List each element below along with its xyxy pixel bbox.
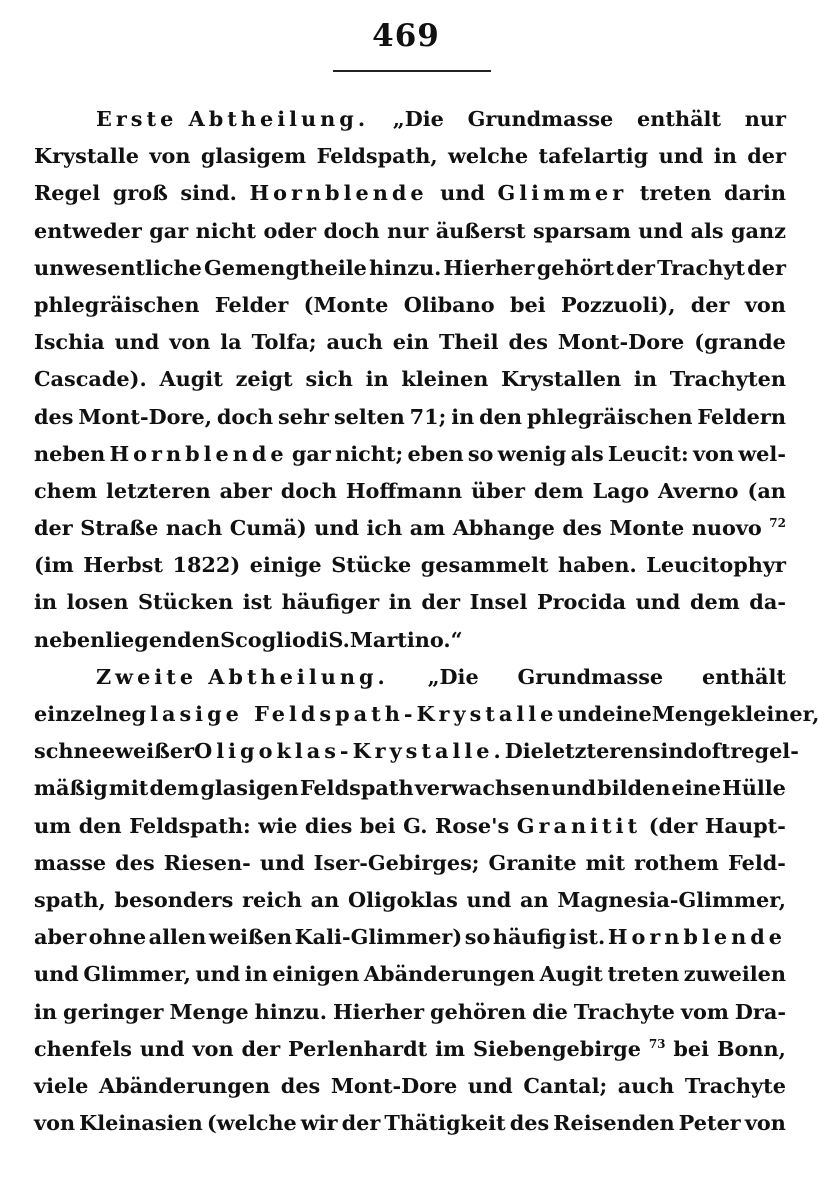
- word: in: [388, 589, 412, 615]
- word: enthält: [701, 663, 786, 689]
- word: Thätigkeit: [384, 1110, 506, 1136]
- word: Grundmasse: [517, 663, 664, 689]
- word: des: [280, 1072, 321, 1098]
- word: (der: [648, 812, 698, 838]
- word: „Die: [427, 663, 479, 689]
- word: in: [365, 366, 389, 392]
- word: allen: [148, 924, 207, 950]
- word: so: [467, 440, 494, 466]
- word: von: [744, 291, 786, 317]
- word: Mont-Dore: [557, 329, 685, 355]
- word: des: [508, 329, 548, 355]
- word: besonders: [114, 886, 234, 912]
- text-line: [34, 546, 786, 583]
- word: Hornblende: [607, 924, 786, 950]
- word: Trachyten: [669, 366, 786, 392]
- word: und: [466, 886, 512, 912]
- text-line: [34, 732, 799, 769]
- word: einige: [249, 552, 322, 578]
- word: hinzu.: [369, 254, 442, 280]
- word: Menge: [169, 998, 249, 1024]
- word: Abhange: [452, 515, 555, 541]
- word: als: [690, 217, 724, 243]
- text-line: [34, 137, 786, 174]
- word: phlegräischen: [34, 291, 200, 317]
- word: Zweite Abtheilung.: [96, 663, 389, 689]
- word: von: [149, 143, 191, 169]
- word: wel-: [738, 440, 786, 466]
- word: sich: [305, 366, 353, 392]
- text-line: [34, 993, 786, 1030]
- word: letzteren: [105, 477, 211, 503]
- word: wir: [300, 1110, 338, 1136]
- text-line: [34, 249, 786, 286]
- word: häufiger: [281, 589, 380, 615]
- word: auch: [617, 1072, 675, 1098]
- text-line: [34, 398, 786, 435]
- word: Insel: [469, 589, 528, 615]
- word: gar: [291, 440, 331, 466]
- word: Erste Abtheilung.: [96, 106, 370, 131]
- word: Perlenhardt: [288, 1035, 428, 1061]
- word: dem: [689, 589, 740, 615]
- word: dem: [149, 775, 200, 801]
- word: verwachsen: [414, 775, 551, 801]
- word: Feld-: [727, 849, 786, 875]
- word: der: [421, 589, 461, 615]
- word: des: [562, 515, 602, 541]
- word: dem: [533, 477, 584, 503]
- text-line: [34, 1067, 786, 1104]
- word: spath,: [34, 886, 106, 912]
- word: Mont-Dore,: [78, 403, 212, 429]
- word: an: [310, 886, 340, 912]
- text-line: [34, 621, 786, 658]
- word: Cascade).: [34, 366, 147, 392]
- word: Augit: [159, 366, 223, 392]
- word: weißen: [208, 924, 293, 950]
- word: liegenden: [105, 626, 221, 652]
- word: Monte: [609, 515, 685, 541]
- word: an: [520, 886, 549, 912]
- word: Tolfa;: [251, 329, 317, 355]
- word: vom: [680, 998, 729, 1024]
- word: geringer: [63, 998, 164, 1024]
- word: äußerst: [435, 217, 526, 243]
- word: Felder: [214, 291, 289, 317]
- text-line: [34, 807, 786, 844]
- word: in: [451, 403, 475, 429]
- word: Reisenden: [553, 1110, 675, 1136]
- word: als: [570, 440, 604, 466]
- word: Pozzuoli),: [560, 291, 676, 317]
- text-line: [34, 360, 786, 397]
- word: Feldspath: [299, 775, 414, 801]
- word: auch: [326, 329, 383, 355]
- word: den: [78, 812, 122, 838]
- word: den: [479, 403, 523, 429]
- word: Averno: [658, 477, 739, 503]
- word: glasige Feldspath-Krystalle: [131, 701, 558, 726]
- word: Granite: [488, 849, 577, 875]
- word: sind.: [180, 180, 237, 206]
- word: über: [471, 477, 525, 503]
- text-line: [34, 583, 786, 620]
- word: G.: [403, 812, 428, 838]
- word: des: [509, 1110, 550, 1136]
- word: eben: [407, 440, 464, 466]
- word: Stücke: [331, 552, 412, 578]
- word: treten: [607, 961, 680, 987]
- word: glasigen: [200, 775, 299, 801]
- word: und: [467, 1072, 513, 1098]
- word: schneeweißer: [34, 738, 195, 764]
- word: Glimmer,: [83, 961, 191, 987]
- word: Oligoklas: [347, 886, 458, 912]
- word: Trachyt: [657, 254, 746, 280]
- word: in: [633, 366, 657, 392]
- word: und: [440, 180, 485, 206]
- word: bei: [673, 1035, 710, 1061]
- word: (grande: [694, 329, 786, 355]
- word: und: [551, 775, 597, 801]
- word: von: [34, 1110, 76, 1136]
- word: Mont-Dore: [330, 1072, 458, 1098]
- word: Glimmer: [497, 180, 628, 206]
- word: Feldspath:: [129, 812, 251, 838]
- word: Straße: [80, 515, 159, 541]
- word: Kali-Glimmer): [294, 924, 463, 950]
- word: (Monte: [303, 291, 389, 317]
- text-line: [34, 769, 786, 806]
- word: reich: [242, 886, 302, 912]
- word: mäßig: [34, 775, 108, 801]
- text-line: [34, 509, 786, 546]
- word: Theil: [438, 329, 499, 355]
- word: chem: [34, 477, 98, 503]
- word: masse: [34, 849, 107, 875]
- word: Lago: [592, 477, 650, 503]
- word: und: [635, 589, 681, 615]
- text-line: [34, 1030, 786, 1067]
- word: gar: [149, 217, 189, 243]
- word: mit: [108, 775, 149, 801]
- word: Olibano: [403, 291, 495, 317]
- word: Abänderungen: [99, 1072, 271, 1098]
- word: Bonn,: [716, 1035, 786, 1061]
- word: neben: [34, 626, 106, 652]
- word: der: [690, 291, 730, 317]
- word: bei: [359, 812, 396, 838]
- word: welche: [448, 143, 529, 169]
- word: di: [305, 626, 329, 652]
- word: [649, 1030, 666, 1067]
- word: da-: [749, 589, 786, 615]
- word: in: [34, 589, 58, 615]
- word: [769, 509, 786, 546]
- word: in: [34, 998, 58, 1024]
- word: in: [244, 961, 268, 987]
- word: Ischia: [34, 329, 105, 355]
- text-line: [34, 955, 786, 992]
- word: viele: [34, 1072, 89, 1098]
- word: Feldspath,: [316, 143, 438, 169]
- word: zeigt: [235, 366, 293, 392]
- body-text: [34, 100, 819, 1141]
- word: Regel: [34, 180, 101, 206]
- word: 1822): [172, 552, 241, 578]
- word: dies: [304, 812, 353, 838]
- text-line: [34, 881, 786, 918]
- word: Peter: [678, 1110, 741, 1136]
- word: gehören: [430, 998, 527, 1024]
- word: die: [532, 998, 568, 1024]
- word: sind: [648, 738, 698, 764]
- word: bei: [509, 291, 546, 317]
- word: bilden: [597, 775, 671, 801]
- word: Menge: [651, 701, 731, 726]
- word: Cumä): [229, 515, 307, 541]
- word: sparsam: [533, 217, 631, 243]
- word: (an: [747, 477, 786, 503]
- word: Krystalle: [34, 143, 139, 169]
- word: und: [638, 217, 684, 243]
- word: Hoffmann: [345, 477, 463, 503]
- word: ich: [366, 515, 403, 541]
- word: und: [195, 961, 241, 987]
- word: des: [34, 403, 74, 429]
- word: um: [34, 812, 72, 838]
- word: und: [314, 515, 360, 541]
- word: letzteren: [543, 738, 649, 764]
- word: darin: [724, 180, 786, 206]
- word: Die: [504, 738, 544, 764]
- word: Stücken: [138, 589, 234, 615]
- text-line: [34, 212, 786, 249]
- word: von: [692, 440, 735, 466]
- word: Leucit:: [607, 440, 689, 466]
- text-line: [34, 918, 786, 955]
- text-line: [34, 323, 786, 360]
- word: doch: [216, 403, 274, 429]
- word: Martino.“: [349, 626, 463, 652]
- word: enthält: [637, 106, 722, 131]
- word: nach: [165, 515, 223, 541]
- word: aber: [34, 924, 87, 950]
- word: (welche: [206, 1110, 297, 1136]
- word: „Die: [392, 106, 444, 131]
- word: Kleinasien: [79, 1110, 203, 1136]
- word: gehört: [536, 254, 615, 280]
- text-line: [34, 658, 786, 695]
- word: nur: [387, 217, 429, 243]
- word: Siebengebirge: [472, 1035, 641, 1061]
- word: Hülle: [722, 775, 786, 801]
- word: und: [259, 849, 305, 875]
- text-line: [34, 286, 786, 323]
- word: einzelne: [34, 701, 132, 726]
- word: Abänderungen: [363, 961, 536, 987]
- word: Herbst: [83, 552, 163, 578]
- word: nicht;: [335, 440, 404, 466]
- word: sehr: [278, 403, 330, 429]
- word: Hierher: [332, 998, 425, 1024]
- word: und: [658, 143, 704, 169]
- word: Gemengtheile: [204, 254, 367, 280]
- word: tafelartig: [538, 143, 649, 169]
- word: Magnesia-Glimmer,: [557, 886, 786, 912]
- word: ohne: [88, 924, 147, 950]
- word: Granitit: [516, 812, 642, 838]
- word: phlegräischen: [526, 403, 693, 429]
- word: der: [747, 254, 786, 280]
- word: Cantal;: [523, 1072, 608, 1098]
- word: kleiner,: [730, 701, 819, 726]
- word: von: [744, 1110, 786, 1136]
- word: ist.: [568, 924, 606, 950]
- word: S.: [328, 626, 350, 652]
- word: haben.: [558, 552, 637, 578]
- word: kleinen: [401, 366, 489, 392]
- word: nur: [744, 106, 786, 131]
- word: der: [341, 1110, 381, 1136]
- word: von: [169, 329, 211, 355]
- text-line: [34, 844, 786, 881]
- word: in: [713, 143, 737, 169]
- word: 71;: [409, 403, 447, 429]
- word: ganz: [730, 217, 786, 243]
- word: der: [616, 254, 655, 280]
- word: Hornblende: [109, 440, 288, 466]
- word: ein: [392, 329, 430, 355]
- word: mit: [585, 849, 626, 875]
- word: Grundmasse: [467, 106, 614, 131]
- word: entweder: [34, 217, 142, 243]
- word: Leucitophyr: [646, 552, 786, 578]
- word: ist: [242, 589, 272, 615]
- text-line: [34, 100, 786, 137]
- word: Procida: [536, 589, 626, 615]
- word: Rose's: [435, 812, 510, 838]
- word: oder: [263, 217, 317, 243]
- word: (im: [34, 552, 74, 578]
- word: der: [241, 1035, 281, 1061]
- word: Hornblende: [249, 180, 428, 206]
- word: groß: [112, 180, 168, 206]
- word: am: [409, 515, 446, 541]
- word: eine: [602, 701, 652, 726]
- word: Hierher: [443, 254, 535, 280]
- word: gesammelt: [420, 552, 549, 578]
- word: einigen: [272, 961, 360, 987]
- word: so: [464, 924, 491, 950]
- word: zuweilen: [683, 961, 786, 987]
- word: hinzu.: [254, 998, 327, 1024]
- word: der: [747, 143, 786, 169]
- word: und: [139, 1035, 185, 1061]
- text-line: [34, 174, 786, 211]
- text-line: [34, 435, 786, 472]
- word: losen: [66, 589, 129, 615]
- footnote-ref: 72: [769, 516, 786, 531]
- word: eine: [671, 775, 721, 801]
- word: Trachyte: [573, 998, 675, 1024]
- text-line: [34, 472, 786, 509]
- word: Scoglio: [220, 626, 306, 652]
- word: wie: [258, 812, 298, 838]
- word: Augit: [539, 961, 603, 987]
- word: Trachyte: [684, 1072, 786, 1098]
- word: nuovo: [691, 515, 762, 541]
- word: nicht: [195, 217, 257, 243]
- word: wenig: [497, 440, 567, 466]
- word: selten: [333, 403, 405, 429]
- word: treten: [639, 180, 712, 206]
- word: doch: [280, 477, 337, 503]
- word: neben: [34, 440, 106, 466]
- word: Krystallen: [501, 366, 622, 392]
- text-line: [34, 1104, 786, 1141]
- word: Haupt-: [704, 812, 786, 838]
- word: unwesentliche: [34, 254, 202, 280]
- word: und: [114, 329, 160, 355]
- word: häufig: [492, 924, 567, 950]
- text-line: [34, 695, 819, 732]
- word: aber: [219, 477, 272, 503]
- word: von: [192, 1035, 234, 1061]
- word: chenfels: [34, 1035, 132, 1061]
- word: regel-: [730, 738, 799, 764]
- word: Riesen-: [163, 849, 251, 875]
- word: doch: [323, 217, 380, 243]
- page-number: 469: [372, 18, 440, 54]
- word: la: [220, 329, 242, 355]
- word: des: [115, 849, 155, 875]
- word: Feldern: [697, 403, 786, 429]
- word: rothem: [634, 849, 719, 875]
- word: und: [34, 961, 79, 987]
- header-rule: [333, 70, 491, 72]
- word: Dra-: [734, 998, 786, 1024]
- word: glasigem: [200, 143, 307, 169]
- word: Iser-Gebirges;: [313, 849, 480, 875]
- word: Oligoklas-Krystalle.: [194, 738, 505, 764]
- word: und: [557, 701, 603, 726]
- word: im: [435, 1035, 466, 1061]
- footnote-ref: 73: [648, 1036, 666, 1051]
- word: oft: [697, 738, 731, 764]
- word: der: [34, 515, 73, 541]
